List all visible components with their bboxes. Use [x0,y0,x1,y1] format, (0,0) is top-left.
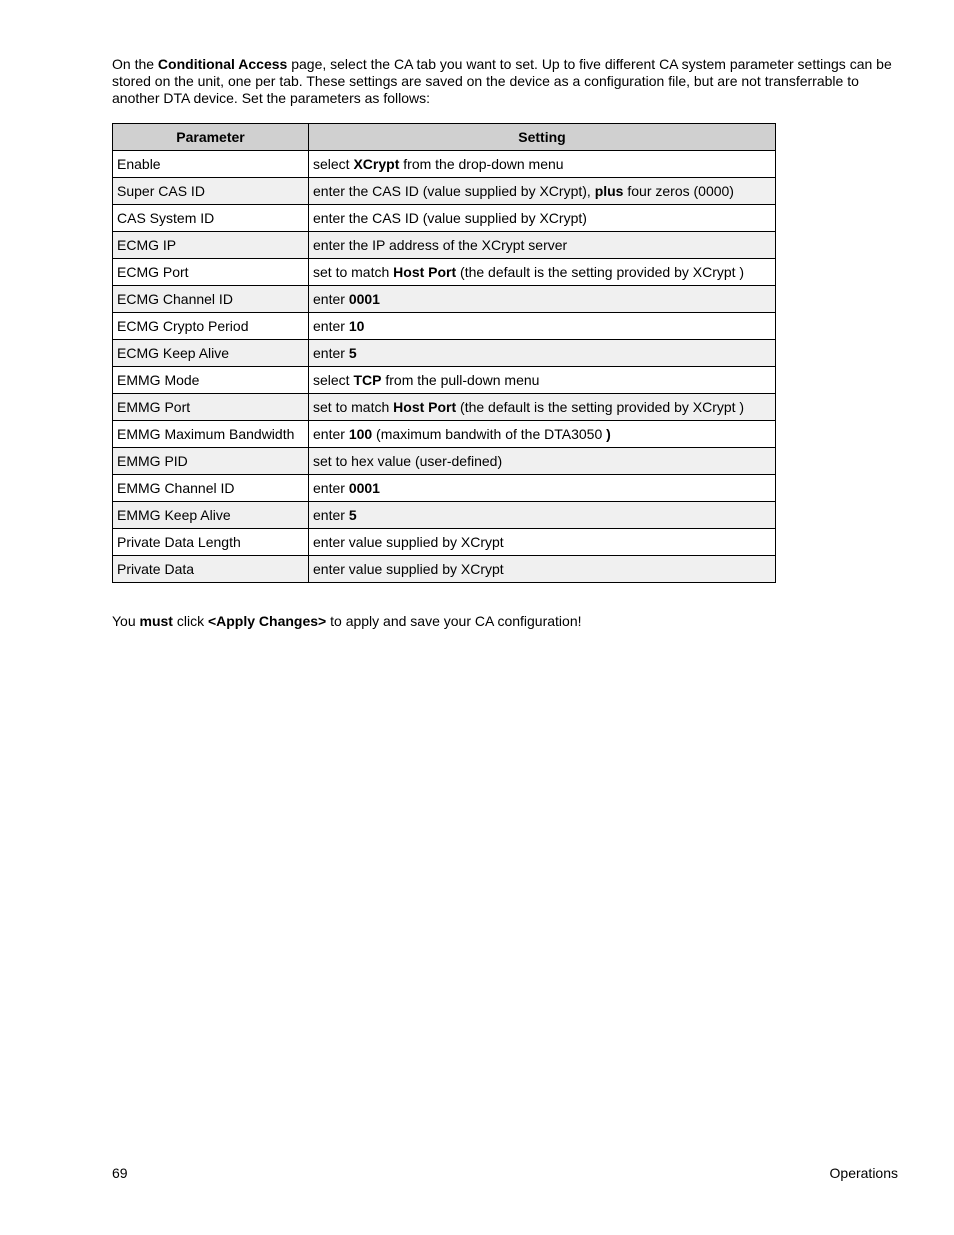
table-row [113,529,776,556]
table-header-row [113,124,776,151]
parameter-cell: EMMG Keep Alive [113,502,309,529]
parameter-cell: CAS System ID [113,205,309,232]
parameter-cell: Enable [113,151,309,178]
setting-cell [309,151,776,178]
intro-text-post: page, select the CA tab you want to set. Up to five different CA system parameter settings can be stored on the unit, one per tab. These settings are saved on the device as a configuration file, but are not transferrable to another DTA device. Set the parameters as follows: [112,56,892,106]
outro-text-1: You [112,613,140,629]
setting-text: enter [313,480,349,496]
setting-cell [309,556,776,583]
table-row [113,232,776,259]
table-row [113,502,776,529]
setting-cell [309,421,776,448]
setting-text: (maximum bandwith of the DTA3050 [372,426,607,442]
setting-text: enter value supplied by XCrypt [313,561,504,577]
parameter-cell: ECMG Channel ID [113,286,309,313]
table-row [113,448,776,475]
setting-text: enter [313,291,349,307]
setting-text: enter [313,507,349,523]
table-row [113,394,776,421]
setting-text: set to hex value (user-defined) [313,453,503,469]
table-row [113,475,776,502]
section-name: Operations [829,1165,898,1181]
setting-cell [309,232,776,259]
table-row [113,421,776,448]
table-row [113,151,776,178]
intro-paragraph [112,56,902,107]
setting-bold-text: 5 [348,345,357,361]
setting-text: enter the CAS ID (value supplied by XCrypt) [313,210,587,226]
setting-text: (the default is the setting provided by XCrypt ) [456,264,745,280]
parameter-cell: EMMG Mode [113,367,309,394]
setting-cell [309,286,776,313]
closing-note [112,613,902,630]
setting-cell [309,259,776,286]
table-row [113,205,776,232]
outro-bold-apply-changes: <Apply Changes> [207,613,327,629]
setting-text: select [313,372,354,388]
setting-text: select [313,156,354,172]
setting-text: set to match [313,264,394,280]
setting-bold-text: 0001 [348,291,380,307]
parameter-cell: EMMG Port [113,394,309,421]
setting-bold-text: ) [606,426,611,442]
parameter-cell: ECMG Port [113,259,309,286]
parameter-cell: Super CAS ID [113,178,309,205]
setting-cell [309,205,776,232]
table-row [113,178,776,205]
setting-bold-text: XCrypt [353,156,400,172]
setting-text: enter [313,345,349,361]
setting-cell [309,178,776,205]
setting-bold-text: Host Port [393,399,457,415]
parameter-cell: EMMG Maximum Bandwidth [113,421,309,448]
header-parameter: Parameter [113,124,309,151]
setting-text: enter [313,318,349,334]
header-setting: Setting [309,124,776,151]
setting-cell [309,367,776,394]
parameter-table [112,123,776,583]
setting-cell [309,475,776,502]
setting-text: enter the IP address of the XCrypt server [313,237,568,253]
setting-text: (the default is the setting provided by XCrypt ) [456,399,745,415]
table-row [113,313,776,340]
table-body [113,151,776,583]
setting-bold-text: 5 [348,507,357,523]
table-row [113,259,776,286]
setting-bold-text: 100 [348,426,373,442]
setting-text: enter the CAS ID (value supplied by XCrypt), [313,183,595,199]
setting-cell [309,502,776,529]
parameter-cell: ECMG IP [113,232,309,259]
intro-text-strong: Conditional Access [157,56,288,72]
setting-cell [309,340,776,367]
parameter-cell: ECMG Keep Alive [113,340,309,367]
setting-text: set to match [313,399,394,415]
setting-bold-text: TCP [353,372,382,388]
parameter-cell: ECMG Crypto Period [113,313,309,340]
setting-cell [309,313,776,340]
setting-bold-text: plus [594,183,624,199]
table-row [113,556,776,583]
setting-text: enter value supplied by XCrypt [313,534,504,550]
setting-bold-text: 0001 [348,480,380,496]
setting-bold-text: 10 [348,318,365,334]
setting-text: enter [313,426,349,442]
parameter-cell: EMMG Channel ID [113,475,309,502]
table-row [113,340,776,367]
setting-cell [309,394,776,421]
setting-cell [309,529,776,556]
parameter-cell: Private Data [113,556,309,583]
setting-text: from the drop-down menu [399,156,564,172]
setting-cell [309,448,776,475]
outro-text-3: to apply and save your CA configuration! [326,613,582,629]
setting-text: four zeros (0000) [623,183,734,199]
table-row [113,286,776,313]
intro-text-pre: On the [112,56,158,72]
table-row [113,367,776,394]
parameter-cell: Private Data Length [113,529,309,556]
setting-bold-text: Host Port [393,264,457,280]
setting-text: from the pull-down menu [381,372,540,388]
parameter-cell: EMMG PID [113,448,309,475]
outro-bold-must: must [139,613,173,629]
page-number: 69 [112,1165,128,1181]
outro-text-2: click [172,613,208,629]
